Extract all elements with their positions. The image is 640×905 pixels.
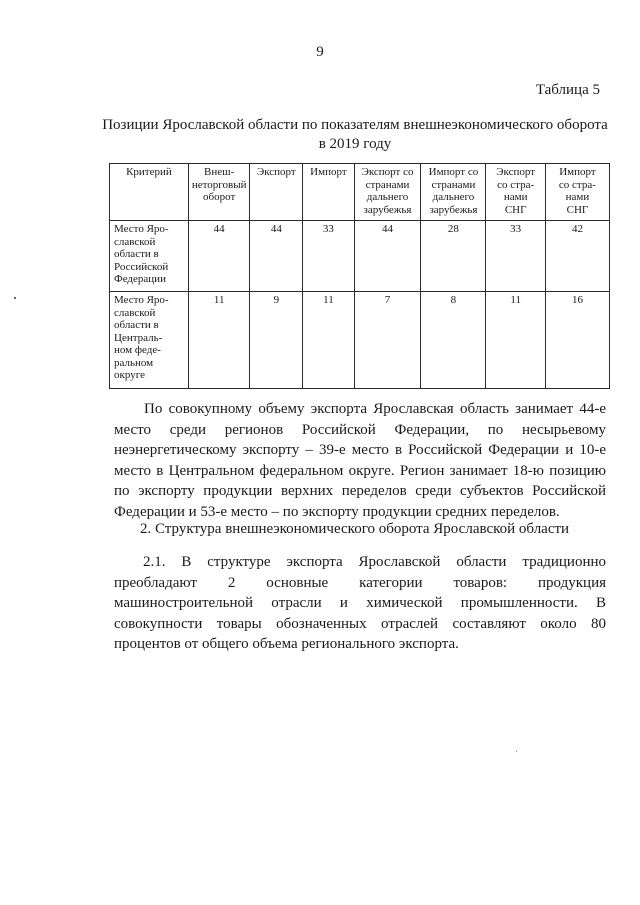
cell-value: 44	[188, 221, 250, 292]
cell-value: 28	[421, 221, 486, 292]
header-export-cis: Экспорт со стра- нами СНГ	[486, 164, 545, 221]
table-header-row	[110, 164, 610, 221]
cell-value: 9	[250, 292, 303, 389]
row-criterion: Место Яро- славской области в Российской Федерации	[110, 221, 189, 292]
table-row	[110, 292, 610, 389]
cell-value: 7	[354, 292, 421, 389]
section-heading: 2. Структура внешнеэкономического оборота Ярославской области	[140, 521, 570, 537]
row-criterion: Место Яро- славской области в Централь- ном феде- ральном округе	[110, 292, 189, 389]
header-import-cis: Импорт со стра- нами СНГ	[545, 164, 609, 221]
cell-value: 11	[486, 292, 545, 389]
positions-table	[109, 163, 610, 389]
paragraph-export-structure: 2.1. В структуре экспорта Ярославской области традиционно преобладают 2 основные категории товаров: продукция машиностроительной отрасли и химической промышленности. В совокупности товары обозначенных отраслей составляют около 80 процентов от общего объема регионального экспорта.	[114, 554, 606, 652]
cell-value: 33	[303, 221, 354, 292]
cell-value: 11	[188, 292, 250, 389]
cell-value: 8	[421, 292, 486, 389]
paragraph-export-ranking: По совокупному объему экспорта Ярославская область занимает 44-е место среди регионов Российской Федерации, по несырьевому неэнергетическому экспорту – 39-е место в Российской Федерации и 10-е место в Центральном федеральном округе. Регион занимает 18-ю позицию по экспорту продукции верхних переделов среди субъектов Российской Федерации и 53-е место – по экспорту продукции средних переделов.	[114, 401, 606, 520]
cell-value: 42	[545, 221, 609, 292]
table-label: Таблица 5	[535, 82, 600, 98]
header-criterion: Критерий	[110, 164, 189, 221]
header-export: Экспорт	[250, 164, 303, 221]
page-number: 9	[316, 44, 324, 60]
cell-value: 16	[545, 292, 609, 389]
header-import-far-abroad: Импорт со странами дальнего зарубежья	[421, 164, 486, 221]
table-title: Позиции Ярославской области по показателям внешнеэкономического оборота в 2019 году	[102, 117, 608, 152]
scan-speck	[516, 751, 517, 752]
scan-speck	[14, 297, 16, 299]
table-row	[110, 221, 610, 292]
cell-value: 44	[250, 221, 303, 292]
cell-value: 44	[354, 221, 421, 292]
header-import: Импорт	[303, 164, 354, 221]
header-export-far-abroad: Экспорт со странами дальнего зарубежья	[354, 164, 421, 221]
cell-value: 33	[486, 221, 545, 292]
header-foreign-trade-turnover: Внеш- неторговый оборот	[188, 164, 250, 221]
cell-value: 11	[303, 292, 354, 389]
